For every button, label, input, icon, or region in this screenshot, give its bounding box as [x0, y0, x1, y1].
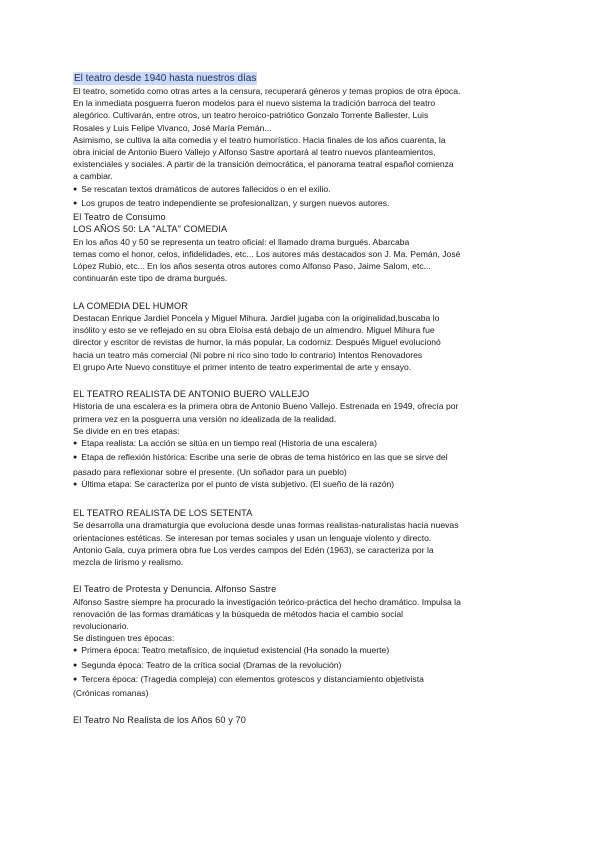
paragraph-line: insólito y esto se ve reflejado en su obra Eloísa está debajo de un almendro. Miguel Mihura fue	[73, 325, 435, 336]
paragraph-line: pasado para reflexionar sobre el presente. (Un soñador para un pueblo)	[73, 466, 347, 477]
bullet-item: ● Se rescatan textos dramáticos de autores fallecidos o en el exilio.	[73, 183, 535, 197]
intro-line: Rosales y Luis Felipe Vivanco, José María Pemán...	[73, 122, 272, 133]
intro-line: El teatro, sometido como otras artes a la censura, recuperará géneros y temas propios de otra época.	[73, 86, 461, 96]
spacer	[73, 373, 535, 388]
document-body	[73, 72, 535, 727]
intro-line: existenciales y sociales. A partir de la transición democrática, el panorama teatral español comienza	[73, 159, 454, 170]
section-heading-buero: EL TEATRO REALISTA DE ANTONIO BUERO VALLEJO	[73, 389, 310, 400]
paragraph-line: Se distinguen tres épocas:	[73, 633, 175, 644]
intro-paragraph	[73, 85, 535, 183]
spacer	[73, 285, 535, 300]
paragraph-line: continuarán este tipo de drama burgués.	[73, 273, 228, 284]
section-heading-sastre: El Teatro de Protesta y Denuncia. Alfonso Sastre	[73, 584, 277, 595]
section-heading-norealista: El Teatro No Realista de los Años 60 y 70	[73, 715, 246, 726]
spacer	[73, 492, 535, 507]
paragraph-line: Destacan Enrique Jardiel Poncela y Miguel Mihura. Jardiel jugaba con la originalidad,buscaba lo	[73, 313, 440, 324]
document-title: El teatro desde 1940 hasta nuestros días	[74, 73, 257, 84]
intro-line: obra inicial de Antonio Buero Vallejo y Alfonso Sastre aportará al teatro nuevos planteamientos,	[73, 147, 436, 158]
paragraph-line: En los años 40 y 50 se representa un teatro oficial: el llamado drama burgués. Abarcaba	[73, 236, 410, 247]
paragraph-line: (Crónicas romanas)	[73, 687, 149, 698]
bullet-item: ● Los grupos de teatro independiente se profesionalizan, y surgen nuevos autores.	[73, 197, 535, 211]
paragraph-line: temas como el honor, celos, infidelidades, etc... Los autores más destacados son J. Ma. Pemán, José	[73, 249, 461, 260]
bullet-item: ● Primera época: Teatro metafísico, de inquietud existencial (Ha sonado la muerte)	[73, 644, 535, 658]
bullet-item: ● Segunda época: Teatro de la crítica social (Dramas de la revolución)	[73, 659, 535, 673]
paragraph-line: El grupo Arte Nuevo constituye el primer intento de teatro experimental de arte y ensayo.	[73, 361, 412, 372]
paragraph-line: López Rubio, etc... En los años sesenta otros autores como Alfonso Paso, Jaime Salom, etc...	[73, 261, 431, 272]
section-heading-anos50: LOS AÑOS 50: LA "ALTA" COMEDIA	[73, 224, 228, 235]
bullet-item: ● Etapa realista: La acción se sitúa en un tiempo real (Historia de una escalera)	[73, 437, 535, 451]
intro-line: a cambiar.	[73, 171, 113, 182]
intro-line: En la inmediata posguerra fueron modelos para el nuevo sistema la tradición barroca del teatro	[73, 98, 436, 109]
bullet-item: ● Etapa de reflexión histórica: Escribe una serie de obras de tema histórico en las que se sirve del	[73, 451, 535, 465]
paragraph-line: Se desarrolla una dramaturgia que evoluciona desde unas formas realistas-naturalistas hacia nuevas	[73, 520, 459, 531]
paragraph-line: director y escritor de revistas de humor, la más popular, La codorniz. Después Miguel evolucionó	[73, 337, 441, 348]
intro-line: Asimismo, se cultiva la alta comedia y el teatro humorístico. Hacia finales de los años cuarenta, la	[73, 134, 446, 145]
paragraph-line: revolucionario.	[73, 620, 129, 631]
paragraph-line: orientaciones estéticas. Se interesan por temas sociales y usan un lenguaje violento y directo.	[73, 532, 432, 543]
section-heading-consumo: El Teatro de Consumo	[73, 212, 166, 223]
section-heading-humor: LA COMEDIA DEL HUMOR	[73, 300, 188, 311]
spacer	[73, 568, 535, 583]
section-heading-setenta: EL TEATRO REALISTA DE LOS SETENTA	[73, 507, 253, 518]
paragraph-line: primera vez en la posguerra una versión no idealizada de la realidad.	[73, 413, 337, 424]
paragraph-line: Alfonso Sastre siempre ha procurado la investigación teórico-práctica del hecho dramático. Impulsa la	[73, 596, 461, 607]
paragraph-line: Antonio Gala, cuya primera obra fue Los verdes campos del Edén (1963), se caracteriza por la	[73, 544, 434, 555]
bullet-item: ● Tercera época: (Tragedia compleja) con elementos grotescos y distanciamiento objetivista	[73, 673, 535, 687]
paragraph-line: hacia un teatro más comercial (Ni pobre ni rico sino todo lo contrario) Intentos Renovadores	[73, 349, 423, 360]
paragraph-line: Se divide en en tres etapas:	[73, 425, 180, 436]
paragraph-line: renovación de las formas dramáticas y la búsqueda de métodos hacia el cambio social	[73, 608, 404, 619]
intro-line: alegórico. Cultivarán, entre otros, un teatro heroico-patriótico Gonzalo Torrente Ballester, Luis	[73, 110, 429, 121]
bullet-item: ● Última etapa: Se caracteriza por el punto de vista subjetivo. (El sueño de la razón)	[73, 478, 535, 492]
paragraph-line: mezcla de lirismo y realismo.	[73, 556, 184, 567]
spacer	[73, 699, 535, 714]
paragraph-line: Historia de una escalera es la primera obra de Antonio Bueno Vallejo. Estrenada en 1949, ofrecía por	[73, 401, 459, 412]
